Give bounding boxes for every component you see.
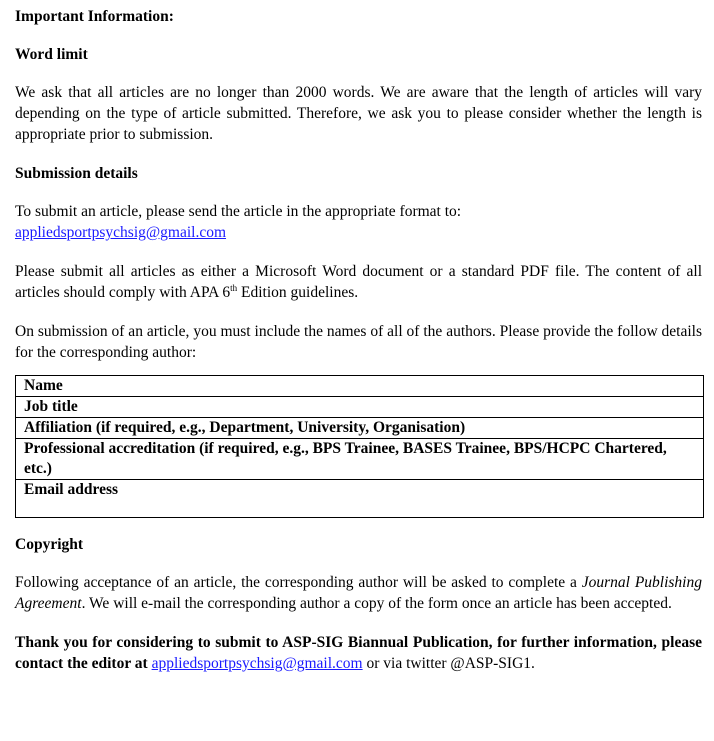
table-cell-name: Name [16, 376, 704, 397]
table-row [16, 376, 704, 397]
submission-para-2 [15, 261, 702, 303]
table-cell-job-title: Job title [16, 397, 704, 418]
word-limit-title: Word limit [15, 46, 88, 63]
page-heading: Important Information: [15, 8, 174, 25]
table-cell-email: Email address [16, 480, 704, 518]
submission-email-link[interactable]: appliedsportpsychsig@gmail.com [15, 224, 227, 241]
table-cell-affiliation: Affiliation (if required, e.g., Department, University, Organisation) [16, 418, 704, 439]
author-details-table [15, 375, 704, 518]
closing-bold-text: Thank you for considering to submit to ASP-SIG Biannual Publication, for further information, please contact the editor at [15, 634, 702, 672]
table-cell-accreditation: Professional accreditation (if required, e.g., BPS Trainee, BASES Trainee, BPS/HCPC Chartered, etc.) [16, 439, 704, 480]
closing-paragraph [15, 632, 702, 674]
submission-para-3: On submission of an article, you must include the names of all of the authors. Please provide the follow details for the corresponding author: [15, 323, 702, 361]
closing-email-link[interactable]: appliedsportpsychsig@gmail.com [151, 655, 363, 672]
copyright-before: Following acceptance of an article, the corresponding author will be asked to complete a [15, 574, 582, 591]
table-row [16, 480, 704, 518]
table-row [16, 418, 704, 439]
copyright-body [15, 572, 702, 614]
table-row [16, 397, 704, 418]
submission-title: Submission details [15, 165, 138, 182]
table-row [16, 439, 704, 480]
word-limit-body: We ask that all articles are no longer than 2000 words. We are aware that the length of articles will vary depending on the type of article submitted. Therefore, we ask you to please consider whether the length is appropriate prior to submission. [15, 84, 702, 143]
submission-para-2-after: Edition guidelines. [237, 284, 359, 301]
copyright-italic: Journal Publishing Agreement [15, 574, 702, 612]
closing-tail: or via twitter @ASP-SIG1. [362, 655, 535, 672]
submission-para-1 [15, 201, 702, 243]
submission-para-1-text: To submit an article, please send the article in the appropriate format to: [15, 203, 462, 220]
submission-para-2-before: Please submit all articles as either a Microsoft Word document or a standard PDF file. The content of all articles should comply with APA 6 [15, 263, 702, 301]
copyright-after: . We will e-mail the corresponding author a copy of the form once an article has been accepted. [81, 595, 672, 612]
copyright-title: Copyright [15, 536, 84, 553]
submission-para-2-sup: th [230, 282, 238, 293]
